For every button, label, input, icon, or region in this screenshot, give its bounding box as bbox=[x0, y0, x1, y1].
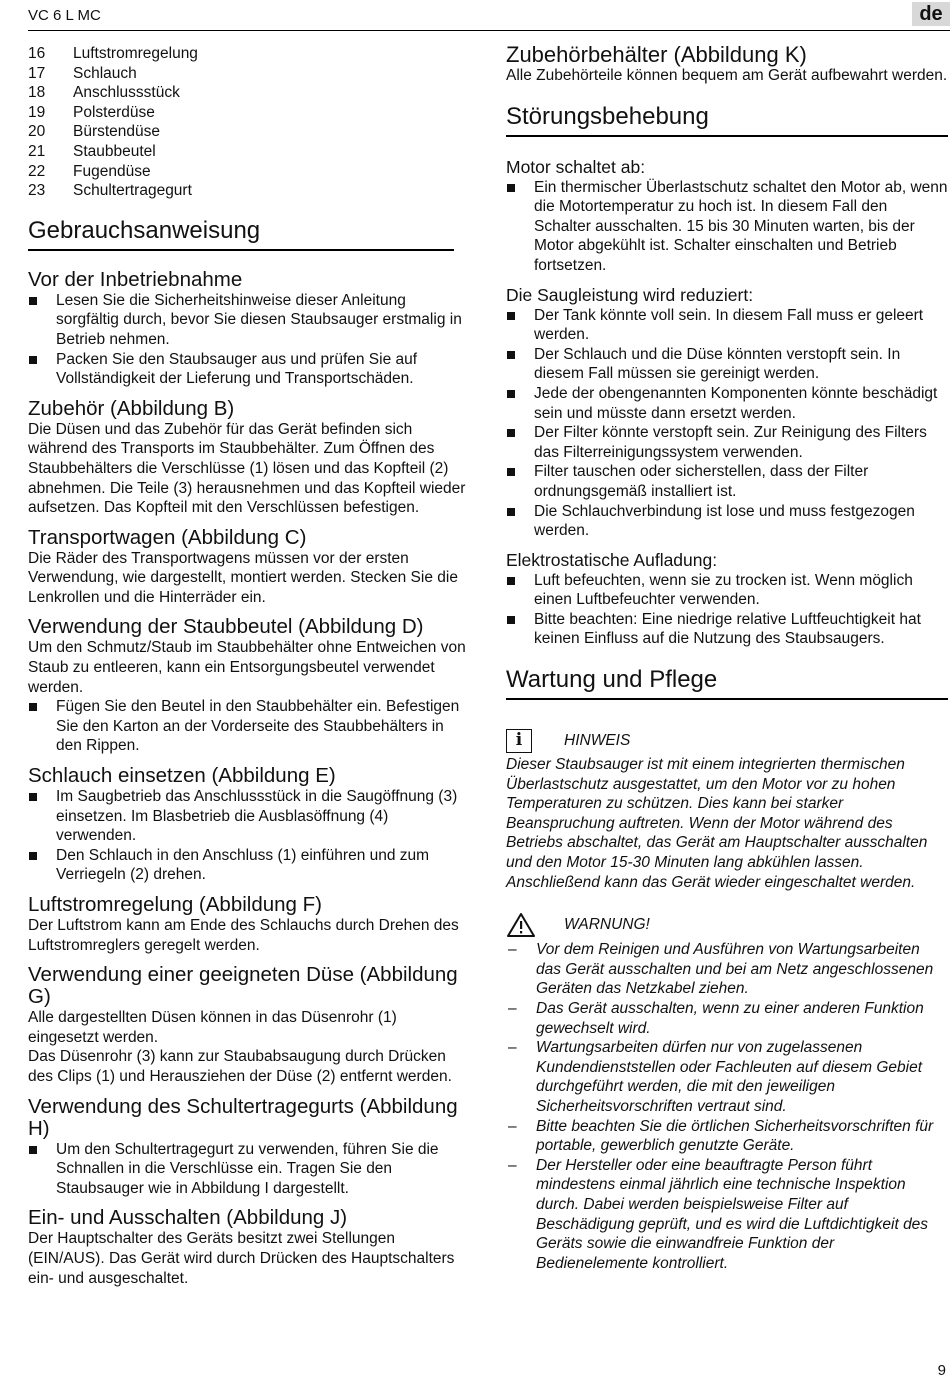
list-item bbox=[28, 162, 470, 182]
paragraph: Um den Schmutz/Staub im Staubbehälter ohne Entweichen von Staub zu entleeren, kann ein Entsorgungsbeutel verwendet werden. bbox=[28, 639, 466, 696]
paragraph: Die Düsen und das Zubehör für das Gerät befinden sich während des Transports im Staubbehälter. Zum Öffnen des Staubbehälters die Verschlüsse (1) lösen und das Kopfteil (2) abnehmen. Die Teile (3) herausnehmen und das Kopfteil wieder aufsetzen. Das Kopfteil mit den Verschlüssen befestigen. bbox=[28, 420, 466, 517]
list-item: Bitte beachten: Eine niedrige relative Luftfeuchtigkeit hat keinen Einfluss auf die Nutzung des Staubsaugers. bbox=[506, 610, 948, 649]
part-label: Schultertragegurt bbox=[73, 182, 192, 200]
list-item: Fügen Sie den Beutel in den Staubbehälter ein. Befestigen Sie den Karton an der Vorderseite des Staubbehälters in den Rippen. bbox=[28, 697, 470, 756]
warning-box bbox=[506, 912, 948, 1273]
part-number: 21 bbox=[28, 142, 46, 160]
info-icon: i bbox=[506, 729, 532, 753]
heading-vor-der-inbetriebnahme: Vor der Inbetriebnahme bbox=[28, 267, 243, 291]
part-label: Schlauch bbox=[73, 64, 137, 82]
list-item bbox=[28, 83, 470, 103]
list-item: Der Filter könnte verstopft sein. Zur Reinigung des Filters das Filterreinigungssystem verwenden. bbox=[506, 423, 948, 462]
bullet-list bbox=[28, 787, 470, 885]
part-number: 18 bbox=[28, 84, 46, 102]
heading-ein-ausschalten: Ein- und Ausschalten (Abbildung J) bbox=[28, 1206, 348, 1230]
list-item: Luft befeuchten, wenn sie zu trocken ist. Wenn möglich einen Luftbefeuchter verwenden. bbox=[506, 571, 948, 610]
paragraph: Der Luftstrom kann am Ende des Schlauchs durch Drehen des Luftstromreglers geregelt werden. bbox=[28, 917, 459, 954]
heading-elektrostatische-aufladung: Elektrostatische Aufladung: bbox=[506, 549, 718, 570]
list-item bbox=[28, 103, 470, 123]
notice-label: HINWEIS bbox=[564, 732, 631, 750]
list-item: Der Tank könnte voll sein. In diesem Fall muss er geleert werden. bbox=[506, 306, 948, 345]
list-item bbox=[28, 142, 470, 162]
part-number: 16 bbox=[28, 45, 46, 62]
list-item bbox=[28, 44, 470, 64]
list-item: Im Saugbetrieb das Anschlussstück in die Saugöffnung (3) einsetzen. Im Blasbetrieb die Ausblasöffnung (4) verwenden. bbox=[28, 787, 470, 846]
list-item: – Bitte beachten Sie die örtlichen Sicherheitsvorschriften für portable, gewerblich genutzte Geräte. bbox=[506, 1117, 948, 1156]
part-number: 17 bbox=[28, 64, 46, 82]
paragraph: Alle dargestellten Düsen können in das Düsenrohr (1) eingesetzt werden. bbox=[28, 1009, 397, 1046]
list-item: Ein thermischer Überlastschutz schaltet den Motor ab, wenn die Motortemperatur zu hoch ist. In diesem Fall den Schalter ausschalten. 15 bis 30 Minuten warten, bis der Motor abgekühlt ist. Schalter einschalten und Betrieb fortsetzen. bbox=[506, 178, 948, 276]
heading-duese: Verwendung einer geeigneten Düse (Abbildung G) bbox=[28, 963, 458, 1009]
list-item: Packen Sie den Staubsauger aus und prüfen Sie auf Vollständigkeit der Lieferung und Transportschäden. bbox=[28, 350, 470, 389]
section-heading-wartung: Wartung und Pflege bbox=[506, 666, 948, 700]
parts-list bbox=[28, 44, 470, 201]
notice-text: Dieser Staubsauger ist mit einem integrierten thermischen Überlastschutz ausgestattet, um den Motor vor zu hohen Temperaturen zu schützen. Dies kann bei starker Beanspruchung auftreten. Wenn der Motor während des Betriebs abschaltet, das Gerät am Hauptschalter ausschalten und den Motor 15-30 Minuten lang abkühlen lassen. Anschließend kann das Gerät wieder eingeschaltet werden. bbox=[506, 756, 928, 891]
page-number: 9 bbox=[937, 1362, 946, 1379]
list-item: – Vor dem Reinigen und Ausführen von Wartungsarbeiten das Gerät ausschalten und bei am Netz angeschlossenen Geräten das Netzkabel ziehen. bbox=[506, 940, 948, 999]
part-label: Bürstendüse bbox=[73, 123, 161, 141]
list-item: Jede der obengenannten Komponenten könnte beschädigt sein und müsste dann ersetzt werden. bbox=[506, 384, 948, 423]
part-label: Polsterdüse bbox=[73, 103, 155, 121]
part-label: Luftstromregelung bbox=[73, 45, 198, 62]
part-label: Fugendüse bbox=[73, 162, 151, 180]
bullet-list bbox=[506, 571, 948, 649]
header-rule bbox=[28, 30, 950, 31]
bullet-list bbox=[506, 306, 948, 541]
bullet-list bbox=[28, 291, 470, 389]
language-badge: de bbox=[912, 2, 950, 26]
part-label: Staubbeutel bbox=[73, 142, 156, 160]
heading-saugleistung: Die Saugleistung wird reduziert: bbox=[506, 284, 754, 305]
paragraph: Alle Zubehörteile können bequem am Gerät aufbewahrt werden. bbox=[506, 67, 948, 84]
part-number: 19 bbox=[28, 103, 46, 121]
bullet-list bbox=[506, 178, 948, 276]
right-column bbox=[506, 44, 948, 1273]
list-item: – Das Gerät ausschalten, wenn zu einer anderen Funktion gewechselt wird. bbox=[506, 999, 948, 1038]
dash-list bbox=[506, 940, 948, 1273]
bullet-list bbox=[28, 1140, 470, 1199]
list-item: Filter tauschen oder sicherstellen, dass der Filter ordnungsgemäß installiert ist. bbox=[506, 462, 948, 501]
heading-staubbeutel: Verwendung der Staubbeutel (Abbildung D) bbox=[28, 615, 424, 639]
paragraph: Das Düsenrohr (3) kann zur Staubabsaugung durch Drücken des Clips (1) und Herausziehen der Düse (2) entfernt werden. bbox=[28, 1048, 452, 1085]
heading-schultertragegurt: Verwendung des Schultertragegurts (Abbildung H) bbox=[28, 1094, 458, 1140]
heading-schlauch-einsetzen: Schlauch einsetzen (Abbildung E) bbox=[28, 764, 336, 788]
left-column bbox=[28, 44, 470, 1288]
notice-header bbox=[506, 729, 948, 753]
heading-transportwagen: Transportwagen (Abbildung C) bbox=[28, 525, 307, 549]
heading-motor-schaltet-ab: Motor schaltet ab: bbox=[506, 156, 646, 177]
heading-zubehoerbehaelter: Zubehörbehälter (Abbildung K) bbox=[506, 42, 807, 67]
list-item bbox=[28, 122, 470, 142]
list-item: – Der Hersteller oder eine beauftragte Person führt mindestens einmal jährlich eine technische Inspektion durch. Dabei werden beispielsweise Filter auf Beschädigung geprüft, und es wird die Luftdichtigkeit des Geräts sowie die einwandfreie Funktion der Bedienelemente kontrolliert. bbox=[506, 1156, 948, 1274]
list-item: Die Schlauchverbindung ist lose und muss festgezogen werden. bbox=[506, 502, 948, 541]
list-item: Der Schlauch und die Düse könnten verstopft sein. In diesem Fall müssen sie gereinigt werden. bbox=[506, 345, 948, 384]
paragraph: Der Hauptschalter des Geräts besitzt zwei Stellungen (EIN/AUS). Das Gerät wird durch Drücken des Hauptschalters ein- und ausgeschaltet. bbox=[28, 1230, 455, 1287]
part-number: 20 bbox=[28, 123, 46, 141]
part-number: 22 bbox=[28, 162, 46, 180]
part-label: Anschlussstück bbox=[73, 84, 180, 102]
warning-triangle-icon bbox=[506, 912, 536, 938]
heading-luftstromregelung: Luftstromregelung (Abbildung F) bbox=[28, 893, 322, 916]
warning-label: WARNUNG! bbox=[564, 916, 650, 934]
list-item: Den Schlauch in den Anschluss (1) einführen und zum Verriegeln (2) drehen. bbox=[28, 846, 470, 885]
list-item bbox=[28, 181, 470, 201]
part-number: 23 bbox=[28, 182, 46, 200]
list-item: Lesen Sie die Sicherheitshinweise dieser Anleitung sorgfältig durch, bevor Sie diesen Staubsauger erstmalig in Betrieb nehmen. bbox=[28, 291, 470, 350]
list-item: Um den Schultertragegurt zu verwenden, führen Sie die Schnallen in die Verschlüsse ein. Tragen Sie den Staubsauger wie in Abbildung I dargestellt. bbox=[28, 1140, 470, 1199]
warning-header bbox=[506, 912, 948, 938]
paragraph: Die Räder des Transportwagens müssen vor der ersten Verwendung, wie dargestellt, montiert werden. Stecken Sie die Lenkrollen und die Hinterräder ein. bbox=[28, 549, 458, 606]
notice-box bbox=[506, 729, 948, 892]
bullet-list bbox=[28, 697, 470, 756]
list-item bbox=[28, 64, 470, 84]
list-item: – Wartungsarbeiten dürfen nur von zugelassenen Kundendienststellen oder Fachleuten auf diesem Gebiet durchgeführt werden, die mit den jeweiligen Sicherheitsvorschriften vertraut sind. bbox=[506, 1038, 948, 1116]
section-heading-gebrauchsanweisung: Gebrauchsanweisung bbox=[28, 217, 454, 251]
header-model: VC 6 L MC bbox=[28, 7, 101, 24]
section-heading-stoerungsbehebung: Störungsbehebung bbox=[506, 103, 948, 137]
heading-zubehoer: Zubehör (Abbildung B) bbox=[28, 396, 235, 420]
